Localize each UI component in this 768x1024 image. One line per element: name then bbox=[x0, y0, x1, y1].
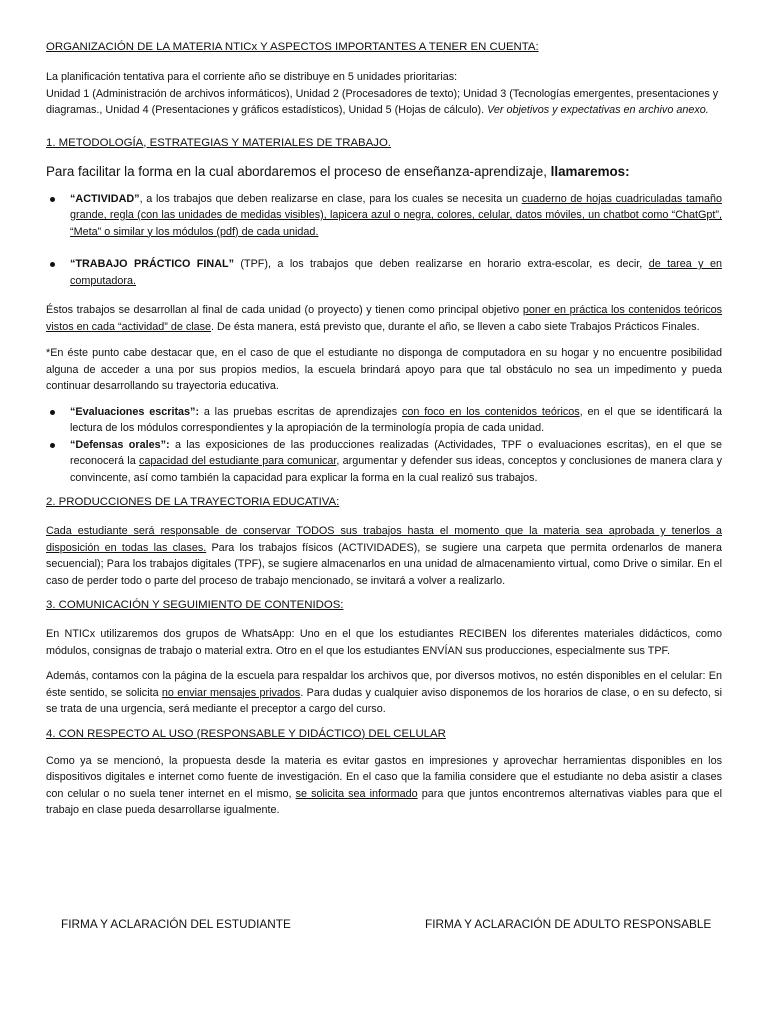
paragraph-underlined: se solicita sea informado bbox=[295, 787, 418, 800]
section-1-heading: 1. METODOLOGÍA, ESTRATEGIAS Y MATERIALES DE TRABAJO. bbox=[46, 136, 391, 149]
paragraph-text: Además, contamos con la página de la escuela para respaldar los archivos que, por diversos motivos, no estén disponibles en el celular: En éste sentido, se solicita bbox=[46, 670, 722, 699]
section-4-heading: 4. CON RESPECTO AL USO (RESPONSABLE Y DIDÁCTICO) DEL CELULAR bbox=[46, 727, 446, 740]
bullet-icon bbox=[50, 410, 55, 415]
intro-paragraph bbox=[46, 69, 722, 119]
bullet-list-3 bbox=[46, 404, 722, 487]
item-text: , a los trabajos que deben realizarse en clase, para los cuales se necesita un bbox=[139, 192, 522, 205]
signature-adult: FIRMA Y ACLARACIÓN DE ADULTO RESPONSABLE bbox=[425, 917, 712, 931]
section-3-heading: 3. COMUNICACIÓN Y SEGUIMIENTO DE CONTENIDOS: bbox=[46, 599, 344, 611]
term-actividad: “ACTIVIDAD” bbox=[70, 192, 140, 205]
paragraph-text: Como ya se mencionó, la propuesta desde la materia es evitar gastos en impresiones y aprovechar herramientas disponibles en los dispositivos digitales e internet como fuente de investigación. En el caso que la familia considere que el estudiante no deba asistir a clases con celular o no suela tener internet en el mismo, bbox=[46, 754, 722, 800]
list-item bbox=[46, 191, 722, 241]
paragraph-text: . Para dudas y cualquier aviso disponemos de los horarios de clase, o en su defecto, si se trata de una urgencia, será mediante el preceptor a cargo del curso. bbox=[46, 686, 722, 715]
tpf-paragraph bbox=[46, 302, 722, 335]
paragraph-text: . De ésta manera, está previsto que, durante el año, se lleven a cabo siete Trabajos Prácticos Finales. bbox=[211, 320, 700, 333]
item-underlined: cuaderno de hojas cuadriculadas tamaño grande, regla (con las unidades de medidas visibles), lapicera azul o negra, colores, celular, datos móviles, un chatbot como “ChatGpt”, “Meta” o similar y los módulos (pdf) de cada unidad. bbox=[70, 192, 722, 238]
list-item bbox=[46, 256, 722, 289]
section-2-paragraph bbox=[46, 523, 722, 589]
section-3-paragraph-2 bbox=[46, 668, 722, 718]
item-text: a las exposiciones de las producciones realizadas (Actividades, TPF o evaluaciones escritas), en el que se reconocerá la bbox=[70, 438, 722, 467]
list-item bbox=[46, 437, 722, 487]
item-underlined: con foco en los contenidos teóricos bbox=[401, 405, 580, 418]
bullet-list-1 bbox=[46, 191, 722, 241]
item-text: a las pruebas escritas de aprendizajes bbox=[199, 405, 402, 418]
item-underlined: de tarea y en computadora. bbox=[70, 258, 722, 287]
bullet-list-2 bbox=[46, 256, 722, 289]
lead-bold: llamaremos: bbox=[550, 163, 630, 179]
paragraph-text: Para los trabajos físicos (ACTIVIDADES), se sugiere una carpeta que permita ordenarlos de manera secuencial); Para los trabajos digitales (TPF), se sugiere almacenarlos en una unidad de almacenamiento virtual, como Drive o similar. En el caso de perder todo o parte del proceso de trabajo mencionado, se invitará a volver a realizarlo. bbox=[46, 541, 722, 587]
signature-student: FIRMA Y ACLARACIÓN DEL ESTUDIANTE bbox=[61, 917, 291, 931]
section-1-lead bbox=[46, 163, 722, 181]
paragraph-underlined: no enviar mensajes privados bbox=[161, 686, 301, 699]
bullet-icon bbox=[50, 197, 55, 202]
section-2-heading: 2. PRODUCCIONES DE LA TRAYECTORIA EDUCATIVA: bbox=[46, 496, 340, 508]
intro-units: Unidad 1 (Administración de archivos informáticos), Unidad 2 (Procesadores de texto); Unidad 3 (Tecnologías emergentes, presentaciones y diagramas., Unidad 4 (Presentaciones y gráficos estadísticos), Unidad 5 (Hojas de cálculo). bbox=[46, 87, 719, 116]
item-text: (TPF), a los trabajos que deben realizarse en horario extra-escolar, es decir, bbox=[234, 258, 649, 270]
item-text: , en el que se identificará la lectura de los módulos correspondientes y la apropiación de la terminología propia de cada unidad. bbox=[70, 405, 723, 434]
list-item bbox=[46, 404, 722, 437]
term-tpf: “TRABAJO PRÁCTICO FINAL” bbox=[70, 258, 234, 270]
item-underlined: capacidad del estudiante para comunicar bbox=[138, 455, 337, 467]
bullet-icon bbox=[50, 262, 55, 267]
section-3-paragraph-1: En NTICx utilizaremos dos grupos de WhatsApp: Uno en el que los estudiantes RECIBEN los diferentes materiales didácticos, como módulos, consignas de trabajo o material extra. Otro en el que los estudiantes ENVÍAN sus producciones, especialmente sus TPF. bbox=[46, 628, 722, 657]
document-title: ORGANIZACIÓN DE LA MATERIA NTICx Y ASPECTOS IMPORTANTES A TENER EN CUENTA: bbox=[46, 41, 539, 53]
paragraph-underlined: Cada estudiante será responsable de conservar TODOS sus trabajos hasta el momento que la materia sea aprobada y tenerlos a disposición en todas las clases. bbox=[46, 525, 722, 554]
paragraph-text: para que juntos encontremos alternativas viables para que el trabajo en clase pueda desarrollarse igualmente. bbox=[46, 787, 722, 816]
paragraph-underlined: poner en práctica los contenidos teóricos vistos en cada “actividad” de clase bbox=[46, 304, 722, 333]
section-4-paragraph bbox=[46, 753, 722, 819]
note-paragraph: *En éste punto cabe destacar que, en el caso de que el estudiante no disponga de computadora en su hogar y no encuentre posibilidad alguna de acceder a una por sus propios medios, la escuela brindará apoyo para que tal obstáculo no sea un impedimento y pueda continuar desarrollando su trayectoria educativa. bbox=[46, 347, 722, 392]
term-evaluaciones: “Evaluaciones escritas”: bbox=[70, 405, 200, 418]
lead-text: Para facilitar la forma en la cual abordaremos el proceso de enseñanza-aprendizaje, bbox=[46, 163, 551, 179]
intro-line: La planificación tentativa para el corriente año se distribuye en 5 unidades prioritarias: bbox=[46, 71, 458, 83]
item-text: , argumentar y defender sus ideas, conceptos y conclusiones de manera clara y convincente, así como también la capacidad para explicar la forma en la cual realizó sus trabajos. bbox=[70, 455, 722, 484]
intro-note: Ver objetivos y expectativas en archivo anexo. bbox=[487, 104, 709, 116]
bullet-icon bbox=[50, 443, 55, 448]
paragraph-text: Éstos trabajos se desarrollan al final de cada unidad (o proyecto) y tienen como principal objetivo bbox=[46, 304, 523, 316]
term-defensas: “Defensas orales”: bbox=[70, 438, 170, 451]
